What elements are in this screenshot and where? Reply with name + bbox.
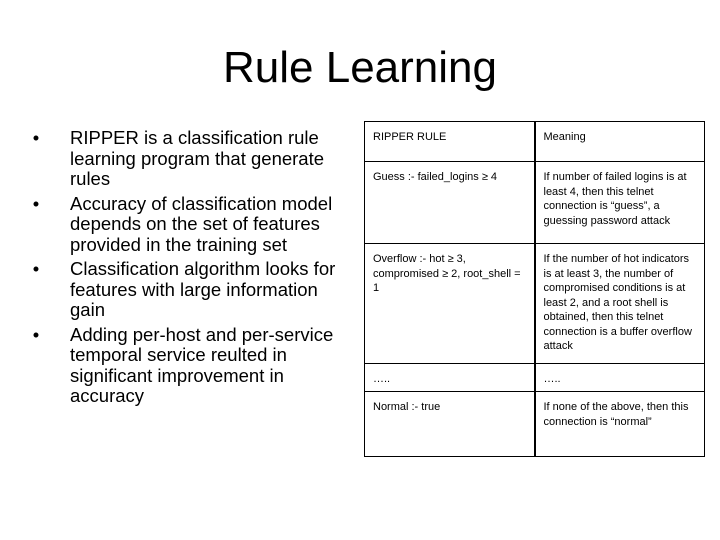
bullet-list xyxy=(30,128,350,411)
bullet-dot-icon: • xyxy=(32,127,40,148)
bullet-text: Classification algorithm looks for features with large information gain xyxy=(70,258,336,320)
bullet-dot-icon: • xyxy=(32,323,40,345)
meaning-cell: If none of the above, then this connection is “normal” xyxy=(535,392,705,457)
bullet-text: Adding per-host and per-service temporal service reulted in significant improvement in accuracy xyxy=(70,323,334,406)
meaning-cell: If the number of hot indicators is at least 3, the number of compromised conditions is at least 2, and a root shell is obtained, then this telnet connection is a buffer overflow attack xyxy=(535,244,705,364)
table-row xyxy=(365,162,705,244)
header-cell-rule: RIPPER RULE xyxy=(365,122,535,162)
ripper-rules-table xyxy=(364,121,705,457)
table-row xyxy=(365,244,705,364)
rule-cell: Overflow :- hot ≥ 3, compromised ≥ 2, root_shell = 1 xyxy=(365,244,535,364)
meaning-cell: If number of failed logins is at least 4, then this telnet connection is “guess”, a guessing password attack xyxy=(535,162,705,244)
bullet-item xyxy=(30,128,350,190)
bullet-item xyxy=(30,194,350,256)
rule-cell: Normal :- true xyxy=(365,392,535,457)
meaning-cell: ….. xyxy=(535,364,705,392)
table-row xyxy=(365,364,705,392)
bullet-item xyxy=(30,259,350,321)
bullet-text: RIPPER is a classification rule learning program that generate rules xyxy=(70,127,325,189)
bullet-dot-icon: • xyxy=(32,192,40,214)
rule-cell: ….. xyxy=(365,364,535,392)
bullet-dot-icon: • xyxy=(32,258,40,279)
header-cell-meaning: Meaning xyxy=(535,122,705,162)
bullet-text: Accuracy of classification model depends on the set of features provided in the training set xyxy=(70,192,333,255)
bullet-item xyxy=(30,325,350,407)
rule-cell: Guess :- failed_logins ≥ 4 xyxy=(365,162,535,244)
table-header-row xyxy=(365,122,705,162)
table-row xyxy=(365,392,705,457)
slide-title: Rule Learning xyxy=(223,43,497,92)
